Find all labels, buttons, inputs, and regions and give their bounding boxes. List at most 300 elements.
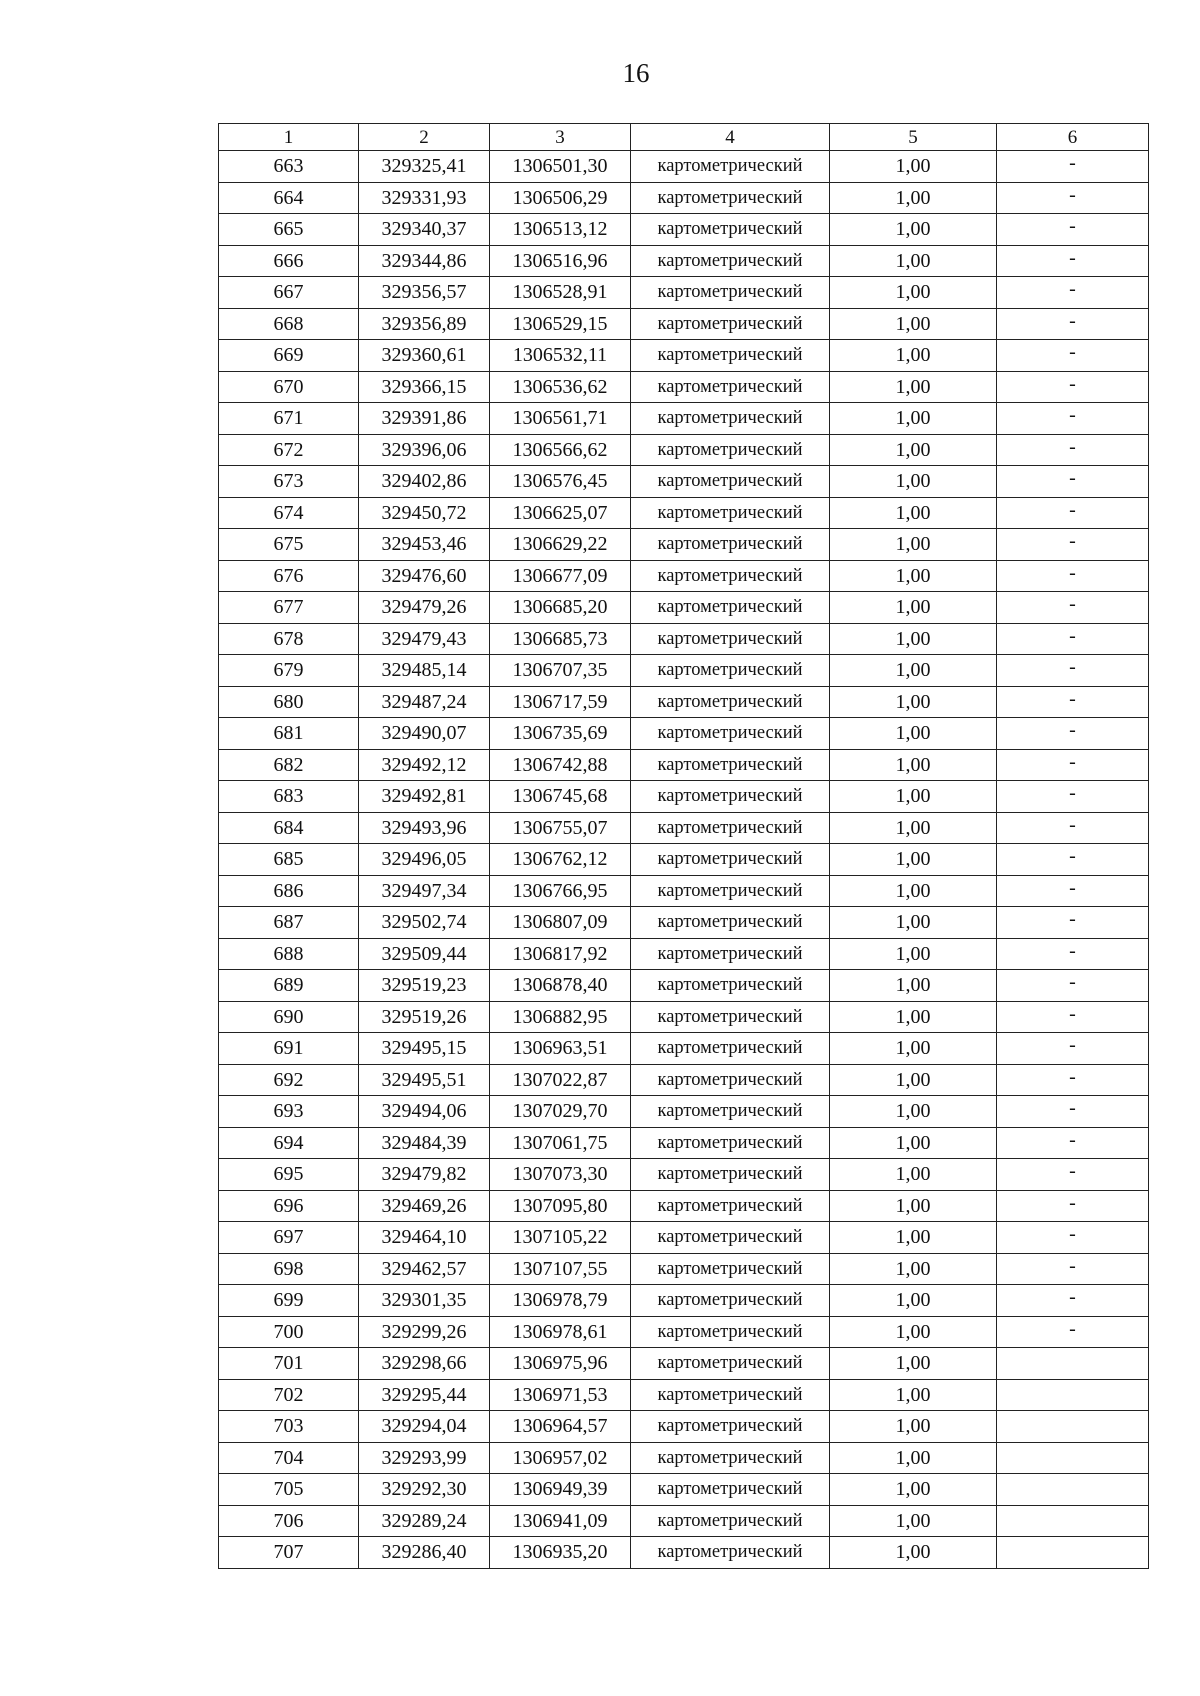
- table-row: [219, 245, 1149, 277]
- note-text: -: [1069, 498, 1076, 521]
- note-cell: [997, 1127, 1149, 1159]
- x-coordinate-cell: 329366,15: [359, 371, 490, 403]
- table-row: [219, 1537, 1149, 1569]
- note-text: -: [1069, 278, 1076, 301]
- x-coordinate-cell: 329492,12: [359, 749, 490, 781]
- y-coordinate-cell: 1306978,79: [490, 1285, 631, 1317]
- note-cell: [997, 1253, 1149, 1285]
- note-text: -: [1069, 309, 1076, 332]
- note-text: -: [1069, 372, 1076, 395]
- x-coordinate-cell: 329293,99: [359, 1442, 490, 1474]
- note-text: -: [1069, 782, 1076, 805]
- method-cell: картометрический: [631, 592, 830, 624]
- page-number: 16: [622, 58, 650, 88]
- accuracy-cell: 1,00: [830, 875, 997, 907]
- note-text: -: [1069, 1317, 1076, 1340]
- point-number-cell: 706: [219, 1505, 359, 1537]
- method-cell: картометрический: [631, 1190, 830, 1222]
- method-cell: картометрический: [631, 812, 830, 844]
- x-coordinate-cell: 329301,35: [359, 1285, 490, 1317]
- method-cell: картометрический: [631, 1537, 830, 1569]
- point-number-cell: 698: [219, 1253, 359, 1285]
- method-cell: картометрический: [631, 529, 830, 561]
- point-number-cell: 664: [219, 182, 359, 214]
- note-text: -: [1069, 813, 1076, 836]
- note-cell: [997, 1285, 1149, 1317]
- table-row: [219, 497, 1149, 529]
- point-number-cell: 693: [219, 1096, 359, 1128]
- point-number-cell: 685: [219, 844, 359, 876]
- accuracy-cell: 1,00: [830, 151, 997, 183]
- note-cell: [997, 844, 1149, 876]
- x-coordinate-cell: 329476,60: [359, 560, 490, 592]
- accuracy-cell: 1,00: [830, 371, 997, 403]
- x-coordinate-cell: 329519,23: [359, 970, 490, 1002]
- y-coordinate-cell: 1306501,30: [490, 151, 631, 183]
- x-coordinate-cell: 329464,10: [359, 1222, 490, 1254]
- table-row: [219, 938, 1149, 970]
- note-text: -: [1069, 876, 1076, 899]
- note-text: -: [1069, 845, 1076, 868]
- note-text: -: [1069, 1191, 1076, 1214]
- method-cell: картометрический: [631, 560, 830, 592]
- header-row: [219, 124, 1149, 151]
- x-coordinate-cell: 329492,81: [359, 781, 490, 813]
- table-row: [219, 970, 1149, 1002]
- y-coordinate-cell: 1306685,73: [490, 623, 631, 655]
- note-text: -: [1069, 561, 1076, 584]
- y-coordinate-cell: 1306949,39: [490, 1474, 631, 1506]
- point-number-cell: 669: [219, 340, 359, 372]
- x-coordinate-cell: 329331,93: [359, 182, 490, 214]
- accuracy-cell: 1,00: [830, 655, 997, 687]
- y-coordinate-cell: 1306957,02: [490, 1442, 631, 1474]
- note-text: -: [1069, 530, 1076, 553]
- method-cell: картометрический: [631, 718, 830, 750]
- point-number-cell: 701: [219, 1348, 359, 1380]
- x-coordinate-cell: 329295,44: [359, 1379, 490, 1411]
- method-cell: картометрический: [631, 1222, 830, 1254]
- point-number-cell: 668: [219, 308, 359, 340]
- accuracy-cell: 1,00: [830, 907, 997, 939]
- note-text: -: [1069, 1034, 1076, 1057]
- table-row: [219, 1316, 1149, 1348]
- y-coordinate-cell: 1306963,51: [490, 1033, 631, 1065]
- table-row: [219, 907, 1149, 939]
- x-coordinate-cell: 329502,74: [359, 907, 490, 939]
- note-cell: [997, 907, 1149, 939]
- x-coordinate-cell: 329484,39: [359, 1127, 490, 1159]
- method-cell: картометрический: [631, 1159, 830, 1191]
- y-coordinate-cell: 1306528,91: [490, 277, 631, 309]
- note-text: -: [1069, 215, 1076, 238]
- table-row: [219, 529, 1149, 561]
- accuracy-cell: 1,00: [830, 1285, 997, 1317]
- table-row: [219, 1159, 1149, 1191]
- note-cell: [997, 497, 1149, 529]
- table-row: [219, 1442, 1149, 1474]
- accuracy-cell: 1,00: [830, 277, 997, 309]
- point-number-cell: 665: [219, 214, 359, 246]
- y-coordinate-cell: 1306529,15: [490, 308, 631, 340]
- point-number-cell: 679: [219, 655, 359, 687]
- table-row: [219, 1127, 1149, 1159]
- table-row: [219, 1348, 1149, 1380]
- accuracy-cell: 1,00: [830, 560, 997, 592]
- table-row: [219, 655, 1149, 687]
- y-coordinate-cell: 1306745,68: [490, 781, 631, 813]
- method-cell: картометрический: [631, 1411, 830, 1443]
- point-number-cell: 671: [219, 403, 359, 435]
- y-coordinate-cell: 1306629,22: [490, 529, 631, 561]
- accuracy-cell: 1,00: [830, 1064, 997, 1096]
- table-row: [219, 340, 1149, 372]
- method-cell: картометрический: [631, 1379, 830, 1411]
- note-text: -: [1069, 1160, 1076, 1183]
- note-cell: [997, 623, 1149, 655]
- method-cell: картометрический: [631, 1285, 830, 1317]
- accuracy-cell: 1,00: [830, 466, 997, 498]
- accuracy-cell: 1,00: [830, 214, 997, 246]
- method-cell: картометрический: [631, 1064, 830, 1096]
- x-coordinate-cell: 329286,40: [359, 1537, 490, 1569]
- accuracy-cell: 1,00: [830, 1316, 997, 1348]
- accuracy-cell: 1,00: [830, 938, 997, 970]
- note-text: -: [1069, 1286, 1076, 1309]
- table-row: [219, 308, 1149, 340]
- note-text: -: [1069, 1097, 1076, 1120]
- note-text: -: [1069, 246, 1076, 269]
- point-number-cell: 695: [219, 1159, 359, 1191]
- point-number-cell: 694: [219, 1127, 359, 1159]
- x-coordinate-cell: 329485,14: [359, 655, 490, 687]
- note-text: -: [1069, 341, 1076, 364]
- x-coordinate-cell: 329391,86: [359, 403, 490, 435]
- note-cell: [997, 151, 1149, 183]
- y-coordinate-cell: 1306685,20: [490, 592, 631, 624]
- note-cell: [997, 277, 1149, 309]
- note-cell: [997, 1064, 1149, 1096]
- x-coordinate-cell: 329469,26: [359, 1190, 490, 1222]
- y-coordinate-cell: 1307095,80: [490, 1190, 631, 1222]
- point-number-cell: 683: [219, 781, 359, 813]
- accuracy-cell: 1,00: [830, 1253, 997, 1285]
- y-coordinate-cell: 1307029,70: [490, 1096, 631, 1128]
- x-coordinate-cell: 329298,66: [359, 1348, 490, 1380]
- method-cell: картометрический: [631, 875, 830, 907]
- accuracy-cell: 1,00: [830, 1505, 997, 1537]
- note-cell: [997, 1411, 1149, 1443]
- note-text: -: [1069, 1002, 1076, 1025]
- table-row: [219, 403, 1149, 435]
- table-row: [219, 875, 1149, 907]
- note-cell: [997, 970, 1149, 1002]
- method-cell: картометрический: [631, 1033, 830, 1065]
- x-coordinate-cell: 329495,51: [359, 1064, 490, 1096]
- table-row: [219, 1064, 1149, 1096]
- header-cell-3: 3: [490, 124, 631, 151]
- method-cell: картометрический: [631, 497, 830, 529]
- table-row: [219, 1379, 1149, 1411]
- accuracy-cell: 1,00: [830, 781, 997, 813]
- note-text: -: [1069, 1128, 1076, 1151]
- table-row: [219, 214, 1149, 246]
- accuracy-cell: 1,00: [830, 182, 997, 214]
- point-number-cell: 675: [219, 529, 359, 561]
- header-cell-5: 5: [830, 124, 997, 151]
- accuracy-cell: 1,00: [830, 1222, 997, 1254]
- point-number-cell: 676: [219, 560, 359, 592]
- y-coordinate-cell: 1306625,07: [490, 497, 631, 529]
- note-cell: [997, 686, 1149, 718]
- x-coordinate-cell: 329325,41: [359, 151, 490, 183]
- point-number-cell: 686: [219, 875, 359, 907]
- note-cell: [997, 1537, 1149, 1569]
- y-coordinate-cell: 1306941,09: [490, 1505, 631, 1537]
- note-text: -: [1069, 467, 1076, 490]
- method-cell: картометрический: [631, 938, 830, 970]
- table-row: [219, 1001, 1149, 1033]
- y-coordinate-cell: 1306882,95: [490, 1001, 631, 1033]
- point-number-cell: 677: [219, 592, 359, 624]
- table-row: [219, 371, 1149, 403]
- note-cell: [997, 1033, 1149, 1065]
- x-coordinate-cell: 329479,43: [359, 623, 490, 655]
- note-cell: [997, 1159, 1149, 1191]
- note-text: -: [1069, 656, 1076, 679]
- accuracy-cell: 1,00: [830, 1474, 997, 1506]
- point-number-cell: 680: [219, 686, 359, 718]
- note-cell: [997, 529, 1149, 561]
- table-row: [219, 434, 1149, 466]
- note-cell: [997, 214, 1149, 246]
- y-coordinate-cell: 1307073,30: [490, 1159, 631, 1191]
- accuracy-cell: 1,00: [830, 623, 997, 655]
- note-cell: [997, 655, 1149, 687]
- accuracy-cell: 1,00: [830, 497, 997, 529]
- y-coordinate-cell: 1306717,59: [490, 686, 631, 718]
- note-cell: [997, 1222, 1149, 1254]
- note-cell: [997, 1190, 1149, 1222]
- y-coordinate-cell: 1306935,20: [490, 1537, 631, 1569]
- table-row: [219, 466, 1149, 498]
- note-text: -: [1069, 1254, 1076, 1277]
- accuracy-cell: 1,00: [830, 749, 997, 781]
- y-coordinate-cell: 1306762,12: [490, 844, 631, 876]
- accuracy-cell: 1,00: [830, 686, 997, 718]
- note-cell: [997, 308, 1149, 340]
- y-coordinate-cell: 1306561,71: [490, 403, 631, 435]
- point-number-cell: 688: [219, 938, 359, 970]
- method-cell: картометрический: [631, 1316, 830, 1348]
- y-coordinate-cell: 1306506,29: [490, 182, 631, 214]
- x-coordinate-cell: 329496,05: [359, 844, 490, 876]
- note-cell: [997, 749, 1149, 781]
- accuracy-cell: 1,00: [830, 1379, 997, 1411]
- accuracy-cell: 1,00: [830, 1096, 997, 1128]
- y-coordinate-cell: 1306964,57: [490, 1411, 631, 1443]
- accuracy-cell: 1,00: [830, 340, 997, 372]
- method-cell: картометрический: [631, 749, 830, 781]
- x-coordinate-cell: 329487,24: [359, 686, 490, 718]
- table-row: [219, 277, 1149, 309]
- x-coordinate-cell: 329396,06: [359, 434, 490, 466]
- point-number-cell: 697: [219, 1222, 359, 1254]
- accuracy-cell: 1,00: [830, 529, 997, 561]
- method-cell: картометрический: [631, 907, 830, 939]
- table-row: [219, 1474, 1149, 1506]
- point-number-cell: 674: [219, 497, 359, 529]
- point-number-cell: 681: [219, 718, 359, 750]
- accuracy-cell: 1,00: [830, 812, 997, 844]
- accuracy-cell: 1,00: [830, 245, 997, 277]
- method-cell: картометрический: [631, 182, 830, 214]
- x-coordinate-cell: 329494,06: [359, 1096, 490, 1128]
- x-coordinate-cell: 329497,34: [359, 875, 490, 907]
- table-row: [219, 592, 1149, 624]
- note-text: -: [1069, 687, 1076, 710]
- note-text: -: [1069, 435, 1076, 458]
- note-cell: [997, 592, 1149, 624]
- point-number-cell: 690: [219, 1001, 359, 1033]
- note-text: -: [1069, 750, 1076, 773]
- point-number-cell: 666: [219, 245, 359, 277]
- header-cell-4: 4: [631, 124, 830, 151]
- method-cell: картометрический: [631, 686, 830, 718]
- point-number-cell: 678: [219, 623, 359, 655]
- note-cell: [997, 1505, 1149, 1537]
- table-row: [219, 1096, 1149, 1128]
- note-text: -: [1069, 939, 1076, 962]
- method-cell: картометрический: [631, 1505, 830, 1537]
- point-number-cell: 670: [219, 371, 359, 403]
- note-cell: [997, 245, 1149, 277]
- x-coordinate-cell: 329340,37: [359, 214, 490, 246]
- y-coordinate-cell: 1306755,07: [490, 812, 631, 844]
- header-cell-6: 6: [997, 124, 1149, 151]
- x-coordinate-cell: 329292,30: [359, 1474, 490, 1506]
- table-row: [219, 1222, 1149, 1254]
- y-coordinate-cell: 1306807,09: [490, 907, 631, 939]
- x-coordinate-cell: 329495,15: [359, 1033, 490, 1065]
- table-row: [219, 1190, 1149, 1222]
- point-number-cell: 673: [219, 466, 359, 498]
- table-row: [219, 1505, 1149, 1537]
- accuracy-cell: 1,00: [830, 434, 997, 466]
- note-cell: [997, 718, 1149, 750]
- note-cell: [997, 1001, 1149, 1033]
- accuracy-cell: 1,00: [830, 1348, 997, 1380]
- table-row: [219, 151, 1149, 183]
- point-number-cell: 663: [219, 151, 359, 183]
- y-coordinate-cell: 1306513,12: [490, 214, 631, 246]
- accuracy-cell: 1,00: [830, 844, 997, 876]
- table-row: [219, 1285, 1149, 1317]
- method-cell: картометрический: [631, 844, 830, 876]
- accuracy-cell: 1,00: [830, 308, 997, 340]
- x-coordinate-cell: 329356,89: [359, 308, 490, 340]
- note-text: -: [1069, 971, 1076, 994]
- method-cell: картометрический: [631, 151, 830, 183]
- method-cell: картометрический: [631, 970, 830, 1002]
- note-cell: [997, 403, 1149, 435]
- table-row: [219, 1253, 1149, 1285]
- method-cell: картометрический: [631, 308, 830, 340]
- point-number-cell: 696: [219, 1190, 359, 1222]
- point-number-cell: 704: [219, 1442, 359, 1474]
- x-coordinate-cell: 329493,96: [359, 812, 490, 844]
- x-coordinate-cell: 329289,24: [359, 1505, 490, 1537]
- method-cell: картометрический: [631, 1096, 830, 1128]
- note-cell: [997, 1348, 1149, 1380]
- y-coordinate-cell: 1306878,40: [490, 970, 631, 1002]
- point-number-cell: 699: [219, 1285, 359, 1317]
- method-cell: картометрический: [631, 1001, 830, 1033]
- table-row: [219, 182, 1149, 214]
- y-coordinate-cell: 1306817,92: [490, 938, 631, 970]
- table-row: [219, 1033, 1149, 1065]
- y-coordinate-cell: 1306975,96: [490, 1348, 631, 1380]
- point-number-cell: 687: [219, 907, 359, 939]
- method-cell: картометрический: [631, 466, 830, 498]
- x-coordinate-cell: 329519,26: [359, 1001, 490, 1033]
- y-coordinate-cell: 1306735,69: [490, 718, 631, 750]
- y-coordinate-cell: 1306516,96: [490, 245, 631, 277]
- method-cell: картометрический: [631, 371, 830, 403]
- note-cell: [997, 1316, 1149, 1348]
- note-text: -: [1069, 183, 1076, 206]
- y-coordinate-cell: 1306978,61: [490, 1316, 631, 1348]
- accuracy-cell: 1,00: [830, 403, 997, 435]
- y-coordinate-cell: 1306677,09: [490, 560, 631, 592]
- x-coordinate-cell: 329509,44: [359, 938, 490, 970]
- note-cell: [997, 1442, 1149, 1474]
- method-cell: картометрический: [631, 340, 830, 372]
- note-text: -: [1069, 908, 1076, 931]
- x-coordinate-cell: 329360,61: [359, 340, 490, 372]
- table-row: [219, 560, 1149, 592]
- y-coordinate-cell: 1307107,55: [490, 1253, 631, 1285]
- method-cell: картометрический: [631, 1127, 830, 1159]
- note-text: -: [1069, 152, 1076, 175]
- method-cell: картометрический: [631, 1253, 830, 1285]
- note-cell: [997, 182, 1149, 214]
- point-number-cell: 700: [219, 1316, 359, 1348]
- accuracy-cell: 1,00: [830, 1190, 997, 1222]
- accuracy-cell: 1,00: [830, 718, 997, 750]
- accuracy-cell: 1,00: [830, 1537, 997, 1569]
- accuracy-cell: 1,00: [830, 592, 997, 624]
- point-number-cell: 684: [219, 812, 359, 844]
- point-number-cell: 691: [219, 1033, 359, 1065]
- x-coordinate-cell: 329294,04: [359, 1411, 490, 1443]
- note-cell: [997, 371, 1149, 403]
- method-cell: картометрический: [631, 781, 830, 813]
- accuracy-cell: 1,00: [830, 1442, 997, 1474]
- table-row: [219, 718, 1149, 750]
- method-cell: картометрический: [631, 245, 830, 277]
- note-cell: [997, 1474, 1149, 1506]
- accuracy-cell: 1,00: [830, 1033, 997, 1065]
- note-cell: [997, 781, 1149, 813]
- note-text: -: [1069, 624, 1076, 647]
- note-text: -: [1069, 1223, 1076, 1246]
- accuracy-cell: 1,00: [830, 1159, 997, 1191]
- x-coordinate-cell: 329453,46: [359, 529, 490, 561]
- note-cell: [997, 812, 1149, 844]
- accuracy-cell: 1,00: [830, 1411, 997, 1443]
- y-coordinate-cell: 1307061,75: [490, 1127, 631, 1159]
